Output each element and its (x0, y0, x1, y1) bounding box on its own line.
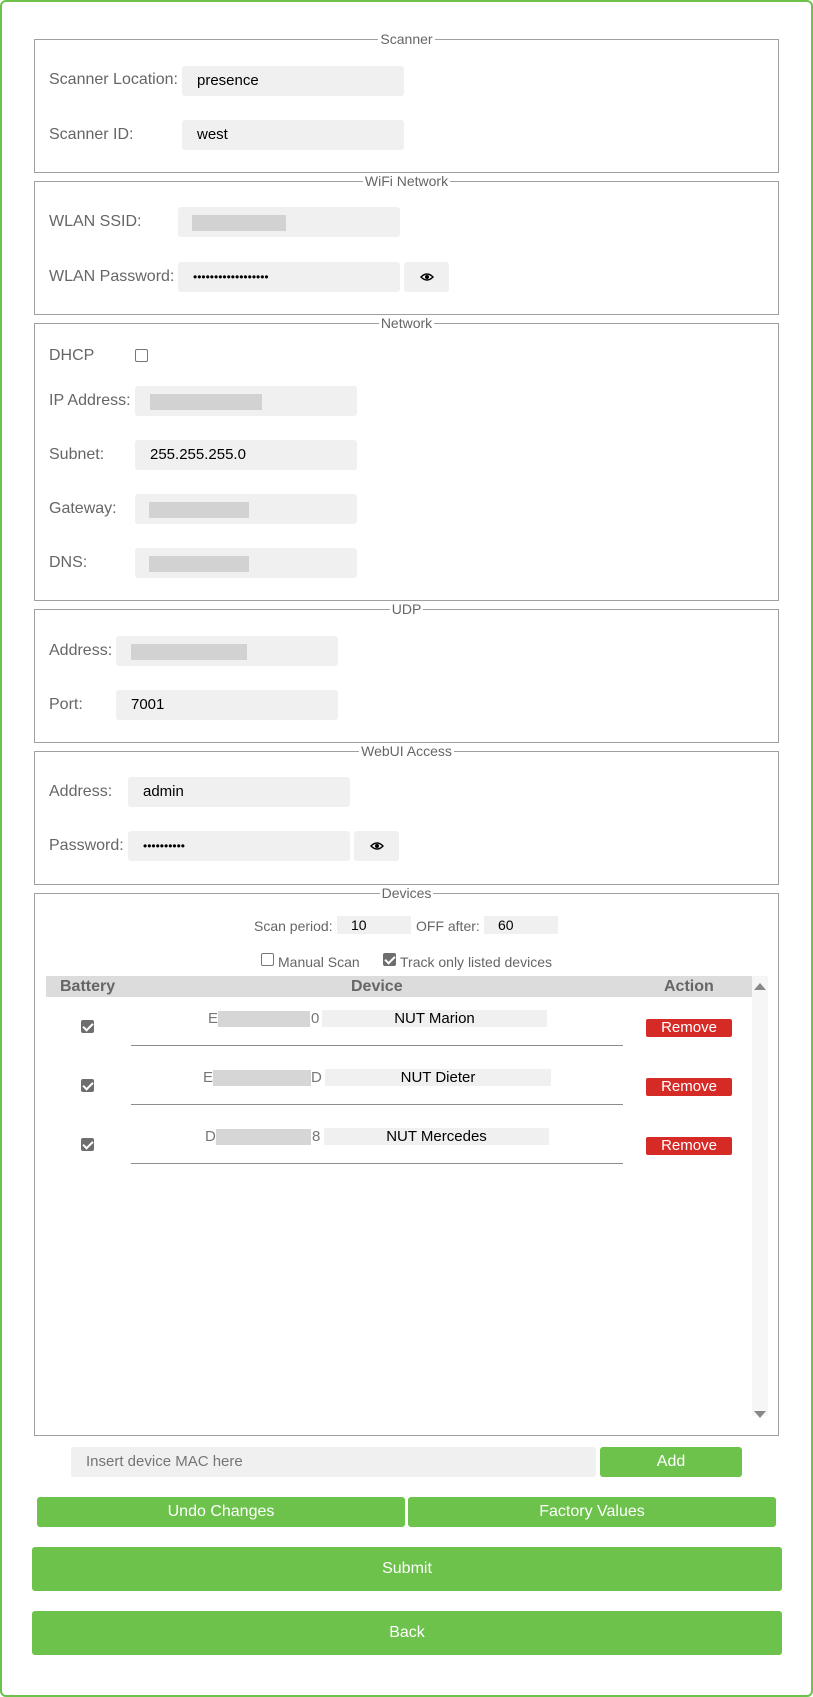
webui-address-label: Address: (49, 783, 113, 800)
row-divider (131, 1045, 623, 1046)
redacted-block (213, 1070, 311, 1086)
udp-address-label: Address: (49, 642, 113, 659)
column-header-action: Action (664, 978, 714, 995)
wlan-ssid-label: WLAN SSID: (49, 213, 142, 230)
remove-button[interactable]: Remove (646, 1137, 732, 1155)
scan-period-label: Scan period: (254, 918, 333, 934)
ip-address-label: IP Address: (49, 392, 131, 409)
remove-button[interactable]: Remove (646, 1019, 732, 1037)
webui-legend: WebUI Access (361, 743, 452, 759)
remove-button[interactable]: Remove (646, 1078, 732, 1096)
scroll-up-icon[interactable] (754, 983, 766, 990)
gateway-label: Gateway: (49, 500, 117, 517)
back-button[interactable]: Back (32, 1611, 782, 1655)
column-header-battery: Battery (60, 978, 116, 995)
wlan-password-label: WLAN Password: (49, 268, 175, 285)
ip-address-input[interactable] (135, 386, 357, 416)
udp-section (34, 602, 779, 743)
scanner-location-label: Scanner Location: (49, 71, 178, 88)
udp-port-input[interactable] (116, 690, 338, 720)
device-name-field[interactable]: NUT Marion (322, 1010, 547, 1027)
wlan-password-toggle-button[interactable] (404, 262, 449, 292)
mac-start: E (208, 1010, 219, 1027)
scanner-id-label: Scanner ID: (49, 126, 134, 143)
track-listed-label: Track only listed devices (400, 954, 552, 970)
scan-period-input[interactable] (337, 916, 411, 934)
factory-values-button[interactable]: Factory Values (408, 1497, 776, 1527)
dns-label: DNS: (49, 554, 88, 571)
redacted-block (216, 1129, 311, 1145)
webui-password-input[interactable] (128, 831, 350, 861)
udp-legend: UDP (391, 601, 422, 617)
udp-address-input[interactable] (116, 636, 338, 666)
eye-icon (420, 272, 434, 282)
device-name-field[interactable]: NUT Mercedes (324, 1128, 549, 1145)
wifi-legend: WiFi Network (364, 173, 449, 189)
udp-port-label: Port: (49, 696, 83, 713)
scanner-location-input[interactable] (182, 66, 404, 96)
undo-changes-button[interactable]: Undo Changes (37, 1497, 405, 1527)
webui-address-input[interactable] (128, 777, 350, 807)
row-divider (131, 1104, 623, 1105)
eye-icon (370, 841, 384, 851)
mac-end: 8 (312, 1128, 321, 1145)
redacted-block (150, 394, 262, 410)
webui-password-toggle-button[interactable] (354, 831, 399, 861)
subnet-label: Subnet: (49, 446, 105, 463)
dhcp-checkbox[interactable] (135, 349, 148, 362)
add-device-button[interactable]: Add (600, 1447, 742, 1477)
redacted-block (218, 1011, 310, 1027)
devices-legend: Devices (381, 885, 432, 901)
redacted-block (131, 644, 247, 660)
scanner-legend: Scanner (380, 31, 433, 47)
battery-checkbox[interactable] (81, 1079, 94, 1092)
dhcp-label: DHCP (49, 347, 95, 364)
manual-scan-label: Manual Scan (278, 954, 360, 970)
scroll-down-icon[interactable] (754, 1411, 766, 1418)
wlan-ssid-input[interactable] (178, 207, 400, 237)
device-table-scrollbar[interactable] (752, 976, 768, 1416)
webui-password-label: Password: (49, 837, 124, 854)
battery-checkbox[interactable] (81, 1020, 94, 1033)
mac-start: E (203, 1069, 214, 1086)
network-legend: Network (380, 315, 433, 331)
redacted-block (192, 215, 286, 231)
manual-scan-checkbox[interactable] (261, 953, 274, 966)
mac-end: 0 (311, 1010, 320, 1027)
row-divider (131, 1163, 623, 1164)
column-header-device: Device (351, 978, 403, 995)
scanner-id-input[interactable] (182, 120, 404, 150)
wlan-password-input[interactable] (178, 262, 400, 292)
redacted-block (149, 556, 249, 572)
wifi-section (34, 174, 779, 315)
device-name-field[interactable]: NUT Dieter (325, 1069, 551, 1086)
off-after-input[interactable] (484, 916, 558, 934)
track-listed-checkbox[interactable] (383, 953, 396, 966)
dns-input[interactable] (135, 548, 357, 578)
off-after-label: OFF after: (416, 918, 480, 934)
device-mac-input[interactable] (71, 1447, 596, 1477)
scanner-section (34, 32, 779, 173)
mac-end: D (311, 1069, 322, 1086)
subnet-input[interactable] (135, 440, 357, 470)
device-table-header (46, 976, 752, 997)
submit-button[interactable]: Submit (32, 1547, 782, 1591)
webui-section (34, 744, 779, 885)
redacted-block (149, 502, 249, 518)
gateway-input[interactable] (135, 494, 357, 524)
mac-start: D (205, 1128, 216, 1145)
battery-checkbox[interactable] (81, 1138, 94, 1151)
